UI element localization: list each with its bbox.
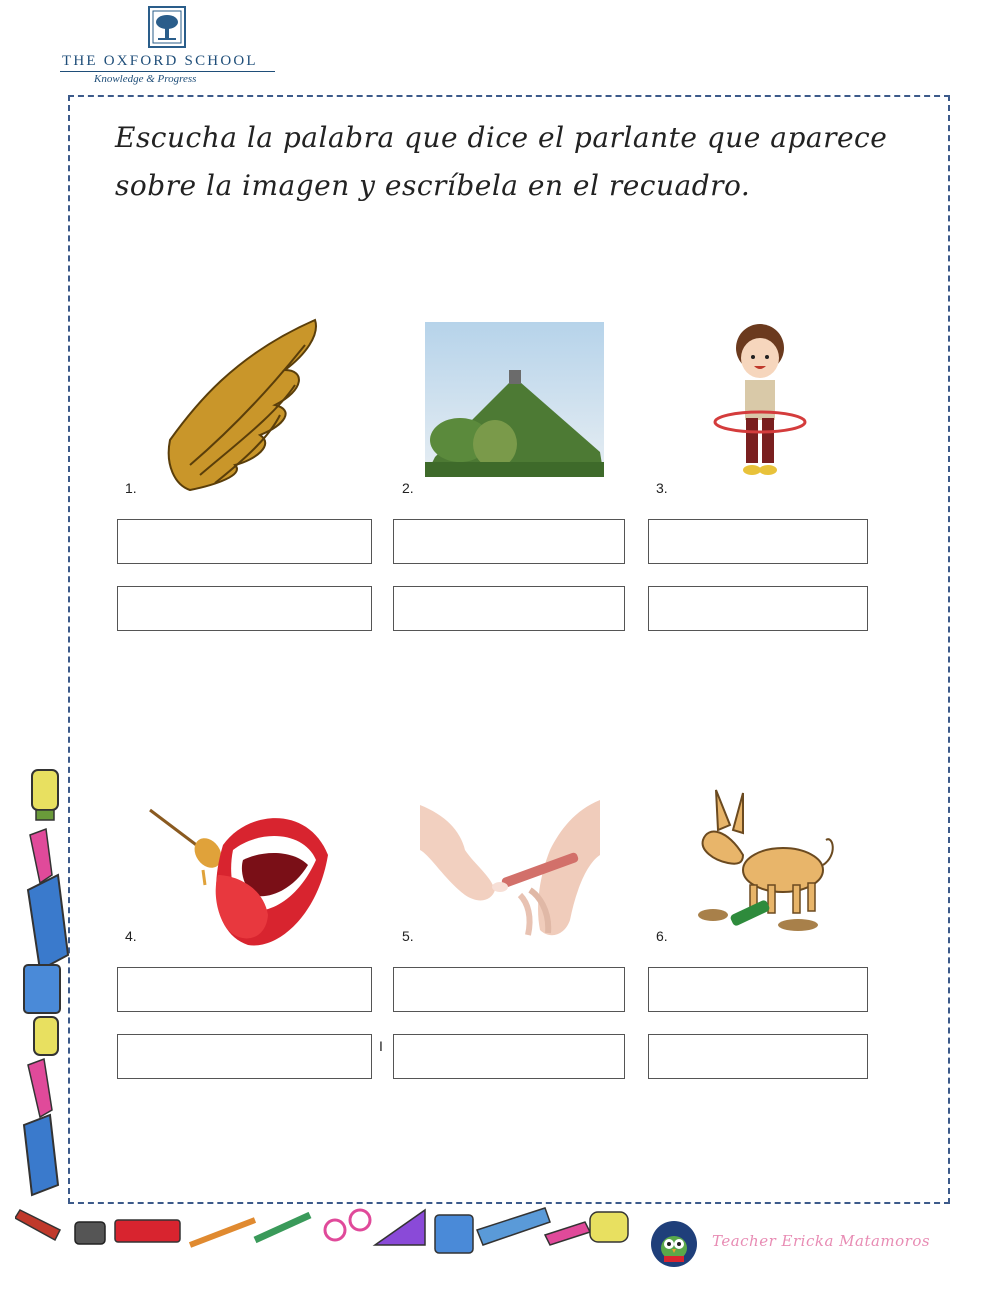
answer-box-4a[interactable]	[117, 967, 372, 1012]
answer-input[interactable]	[649, 520, 867, 563]
school-supplies-bottom-icon	[15, 1200, 645, 1265]
answer-input[interactable]	[118, 520, 371, 563]
item-number: 3.	[656, 480, 668, 496]
answer-box-3a[interactable]	[648, 519, 868, 564]
answer-input[interactable]	[394, 1035, 624, 1078]
item-number: 4.	[125, 928, 137, 944]
logo-divider	[60, 71, 275, 72]
answer-input[interactable]	[118, 1035, 371, 1078]
school-logo-icon	[148, 6, 186, 48]
answer-box-2a[interactable]	[393, 519, 625, 564]
answer-input[interactable]	[118, 587, 371, 630]
hill-icon	[425, 322, 604, 477]
item-number: 1.	[125, 480, 137, 496]
school-tagline: Knowledge & Progress	[94, 73, 197, 85]
answer-input[interactable]	[394, 520, 624, 563]
child-hula-hoop-icon	[710, 320, 810, 485]
text-cursor-mark: I	[379, 1038, 383, 1054]
school-name: THE OXFORD SCHOOL	[62, 53, 258, 69]
answer-box-6b[interactable]	[648, 1034, 868, 1079]
answer-box-1b[interactable]	[117, 586, 372, 631]
school-supplies-border-icon	[10, 765, 72, 1205]
item-number: 5.	[402, 928, 414, 944]
teacher-credit: Teacher Ericka Matamoros	[712, 1232, 931, 1250]
answer-box-2b[interactable]	[393, 586, 625, 631]
answer-box-4b[interactable]	[117, 1034, 372, 1079]
answer-box-3b[interactable]	[648, 586, 868, 631]
mouth-honey-icon	[148, 805, 333, 950]
answer-input[interactable]	[394, 587, 624, 630]
instructions-text: Escucha la palabra que dice el parlante que aparece sobre la imagen y escríbela en el recuadro.	[115, 121, 888, 202]
item-number: 2.	[402, 480, 414, 496]
answer-input[interactable]	[649, 1035, 867, 1078]
answer-input[interactable]	[649, 587, 867, 630]
answer-box-5b[interactable]	[393, 1034, 625, 1079]
owl-avatar-icon	[650, 1220, 698, 1268]
nail-file-hands-icon	[420, 795, 600, 945]
answer-box-1a[interactable]	[117, 519, 372, 564]
donkey-icon	[688, 785, 843, 940]
answer-input[interactable]	[394, 968, 624, 1011]
item-number: 6.	[656, 928, 668, 944]
answer-input[interactable]	[649, 968, 867, 1011]
answer-box-5a[interactable]	[393, 967, 625, 1012]
answer-input[interactable]	[118, 968, 371, 1011]
wing-icon	[155, 315, 330, 495]
answer-box-6a[interactable]	[648, 967, 868, 1012]
